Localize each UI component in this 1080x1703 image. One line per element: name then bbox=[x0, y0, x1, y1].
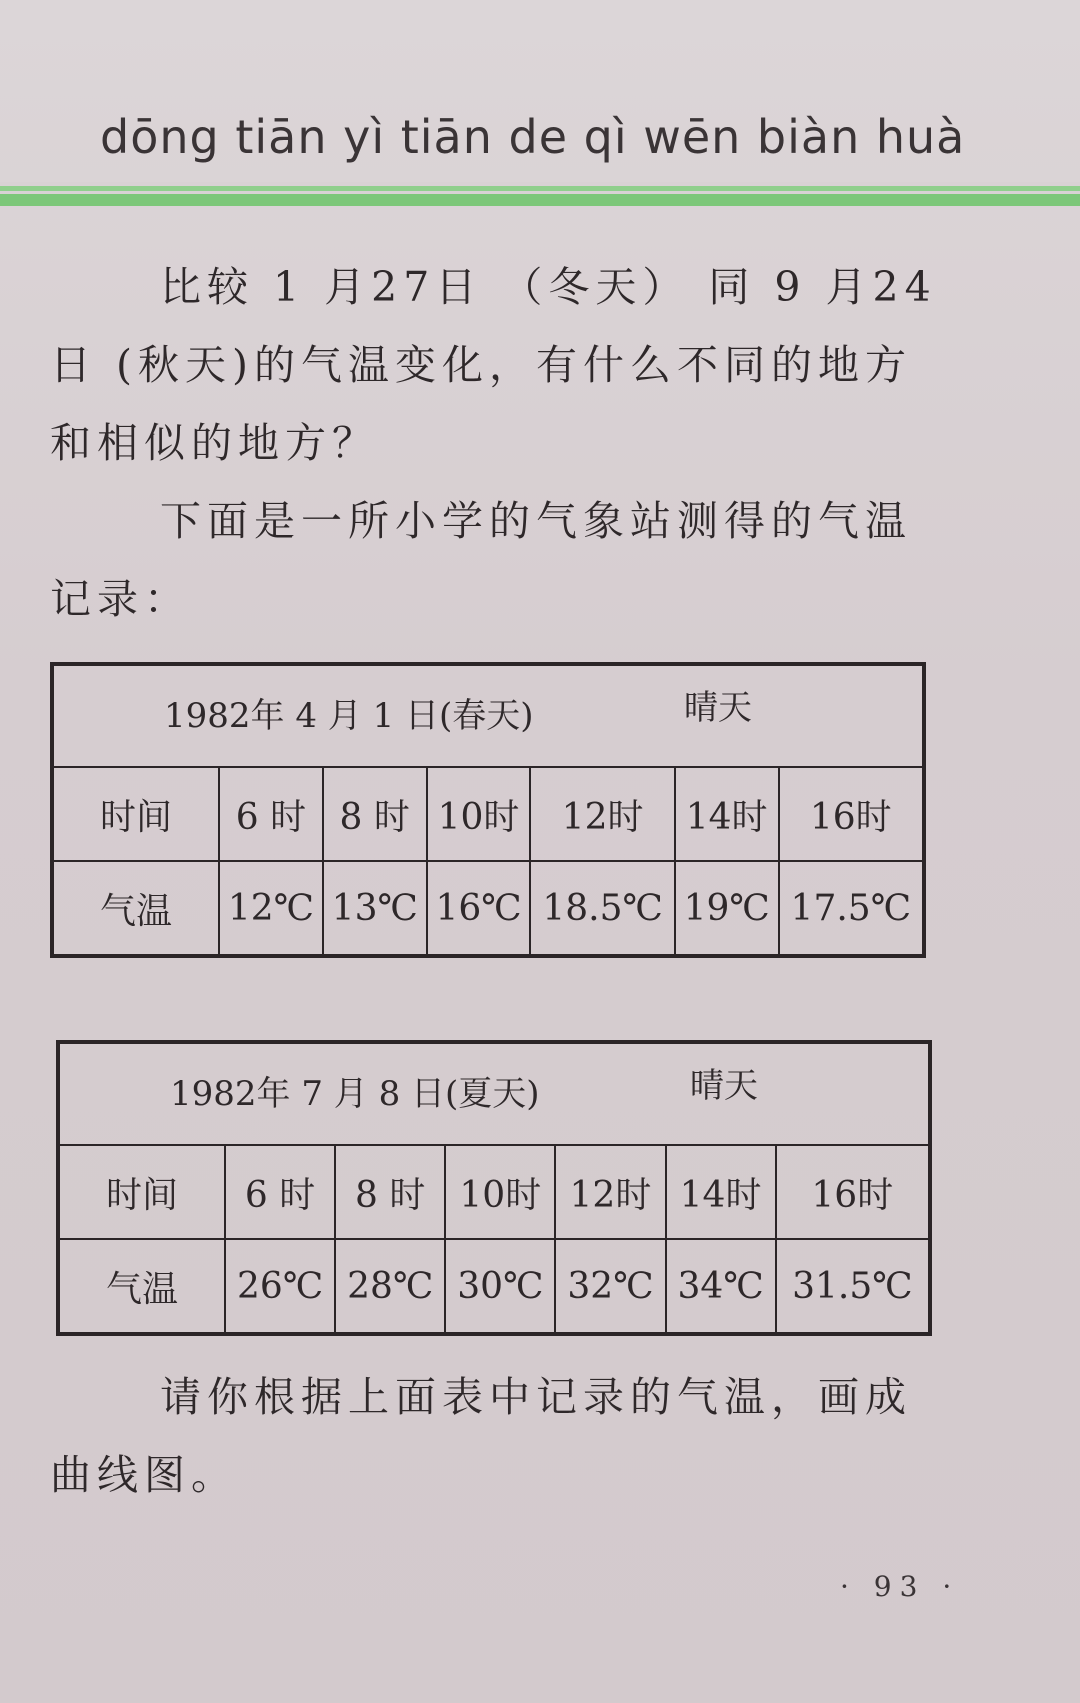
temperature-cell: 34℃ bbox=[666, 1239, 776, 1334]
time-cell: 12时 bbox=[555, 1145, 665, 1239]
row-label: 气温 bbox=[58, 1239, 225, 1334]
temperature-cell: 19℃ bbox=[675, 861, 779, 956]
time-cell: 8 时 bbox=[323, 767, 427, 861]
instruction-paragraph bbox=[50, 1358, 940, 1514]
temperature-cell: 32℃ bbox=[555, 1239, 665, 1334]
table-date: 1982年 7 月 8 日(夏天) bbox=[170, 1074, 540, 1114]
time-row bbox=[58, 1145, 930, 1239]
time-cell: 6 时 bbox=[225, 1145, 335, 1239]
temperature-cell: 18.5℃ bbox=[530, 861, 674, 956]
instruction-text: 请你根据上面表中记录的气温，画成曲线图。 bbox=[50, 1373, 912, 1499]
table-header bbox=[52, 664, 924, 767]
time-cell: 12时 bbox=[530, 767, 674, 861]
temperature-cell: 26℃ bbox=[225, 1239, 335, 1334]
pinyin-title: dōng tiān yì tiān de qì wēn biàn huà bbox=[100, 110, 966, 164]
table-date: 1982年 4 月 1 日(春天) bbox=[164, 696, 534, 736]
time-cell: 14时 bbox=[666, 1145, 776, 1239]
page-number: · 93 · bbox=[840, 1570, 960, 1603]
temperature-cell: 28℃ bbox=[335, 1239, 445, 1334]
green-header-rule bbox=[0, 182, 1080, 208]
time-cell: 10时 bbox=[445, 1145, 555, 1239]
time-cell: 8 时 bbox=[335, 1145, 445, 1239]
time-cell: 14时 bbox=[675, 767, 779, 861]
temperature-cell: 16℃ bbox=[427, 861, 531, 956]
table-weather: 晴天 bbox=[690, 1066, 758, 1106]
time-cell: 6 时 bbox=[219, 767, 323, 861]
temperature-row bbox=[52, 861, 924, 956]
record-intro-text: 下面是一所小学的气象站测得的气温记录： bbox=[50, 497, 912, 623]
time-cell: 10时 bbox=[427, 767, 531, 861]
time-cell: 16时 bbox=[779, 767, 924, 861]
time-row bbox=[52, 767, 924, 861]
time-cell: 16时 bbox=[776, 1145, 930, 1239]
temperature-cell: 12℃ bbox=[219, 861, 323, 956]
intro-paragraph bbox=[50, 248, 940, 482]
temperature-cell: 30℃ bbox=[445, 1239, 555, 1334]
temperature-cell: 17.5℃ bbox=[779, 861, 924, 956]
temperature-cell: 13℃ bbox=[323, 861, 427, 956]
table-weather: 晴天 bbox=[684, 688, 752, 728]
row-label: 气温 bbox=[52, 861, 219, 956]
temperature-row bbox=[58, 1239, 930, 1334]
temperature-cell: 31.5℃ bbox=[776, 1239, 930, 1334]
record-intro-paragraph bbox=[50, 482, 940, 638]
temperature-table-spring bbox=[50, 662, 926, 958]
temperature-table-summer bbox=[56, 1040, 932, 1336]
table-header bbox=[58, 1042, 930, 1145]
intro-text: 比较 1 月27日 （冬天） 同 9 月24日 (秋天)的气温变化，有什么不同的地方和相似的地方？ bbox=[50, 263, 937, 467]
row-label: 时间 bbox=[52, 767, 219, 861]
row-label: 时间 bbox=[58, 1145, 225, 1239]
